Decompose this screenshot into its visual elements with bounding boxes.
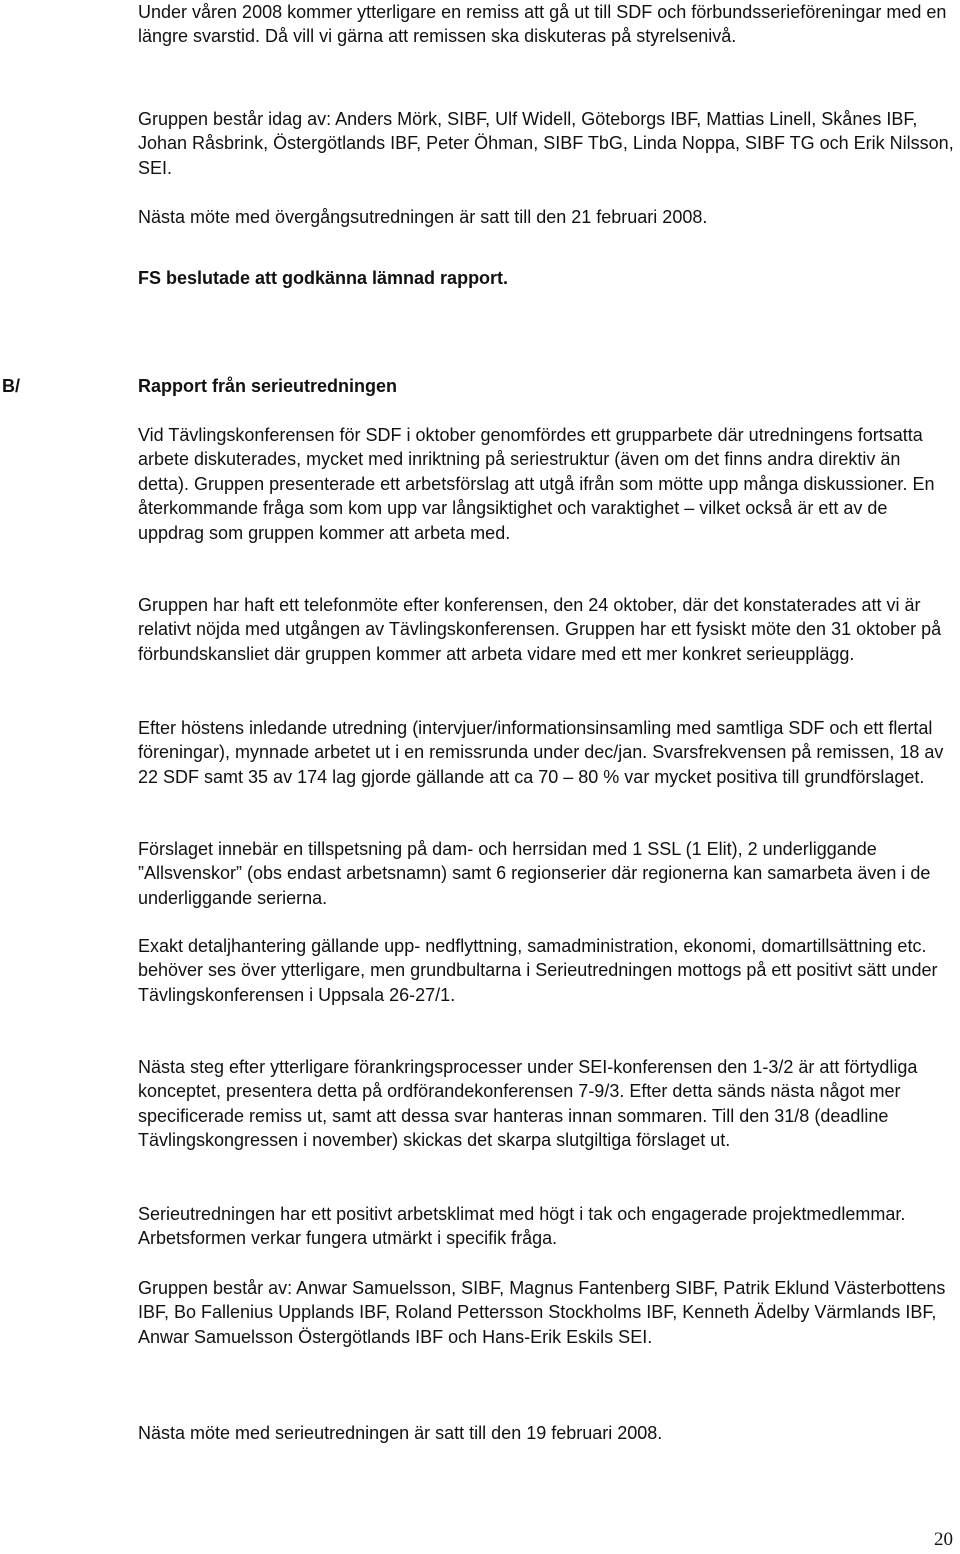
paragraph-nasta-steg: Nästa steg efter ytterligare förankringsprocesser under SEI-konferensen den 1-3/2 är att förtydliga konceptet, presentera detta på ordförandekonferensen 7-9/3. Efter detta sänds nästa något mer specificerade remiss ut, samt att dessa svar hanteras innan sommaren. Till den 31/8 (deadline Tävlingskongressen i november) skickas det skarpa slutgiltiga förslaget ut. xyxy=(138,1057,918,1151)
paragraph-arbetsklimat: Serieutredningen har ett positivt arbetsklimat med högt i tak och engagerade projektmedlemmar. Arbetsformen verkar fungera utmärkt i specifik fråga. xyxy=(138,1204,906,1249)
paragraph-nasta-mote-serieutredning: Nästa möte med serieutredningen är satt till den 19 februari 2008. xyxy=(138,1423,663,1443)
paragraph-next-meeting: Nästa möte med övergångsutredningen är satt till den 21 februari 2008. xyxy=(138,207,708,227)
paragraph-remissrunda: Efter höstens inledande utredning (intervjuer/informationsinsamling med samtliga SDF och ett flertal föreningar), mynnade arbetet ut i en remissrunda under dec/jan. Svarsfrekvensen på remissen, 18 av 22 SDF samt 35 av 174 lag gjorde gällande att ca 70 – 80 % var mycket positiva till grundförslaget. xyxy=(138,718,944,787)
paragraph-group-members: Gruppen består idag av: Anders Mörk, SIBF, Ulf Widell, Göteborgs IBF, Mattias Linell, Skånes IBF, Johan Råsbrink, Östergötlands IBF, Peter Öhman, SIBF TbG, Linda Noppa, SIBF TG och Erik Nilsson, SEI. xyxy=(138,109,954,178)
paragraph-detaljhantering: Exakt detaljhantering gällande upp- nedflyttning, samadministration, ekonomi, domartillsättning etc. behöver ses över ytterligare, men grundbultarna i Serieutredningen mottogs på ett positivt sätt under Tävlingskonferensen i Uppsala 26-27/1. xyxy=(138,936,938,1005)
paragraph-gruppen-bestar: Gruppen består av: Anwar Samuelsson, SIBF, Magnus Fantenberg SIBF, Patrik Eklund Västerbottens IBF, Bo Fallenius Upplands IBF, Roland Pettersson Stockholms IBF, Kenneth Ädelby Värmlands IBF, Anwar Samuelsson Östergötlands IBF och Hans-Erik Eskils SEI. xyxy=(138,1278,946,1347)
paragraph-tavlingskonferensen: Vid Tävlingskonferensen för SDF i oktober genomfördes ett grupparbete där utredningens fortsatta arbete diskuterades, mycket med inriktning på seriestruktur (även om det finns andra direktiv än detta). Gruppen presenterade ett arbetsförslag att utgå ifrån som mötte upp många diskussioner. En återkommande fråga som kom upp var långsiktighet och varaktighet – vilket också är ett av de uppdrag som gruppen kommer att arbeta med. xyxy=(138,425,935,543)
decision-text: FS beslutade att godkänna lämnad rapport. xyxy=(138,268,509,288)
page-number: 20 xyxy=(934,1529,953,1550)
section-letter: B/ xyxy=(2,376,20,396)
paragraph-forslaget: Förslaget innebär en tillspetsning på dam- och herrsidan med 1 SSL (1 Elit), 2 underliggande ”Allsvenskor” (obs endast arbetsnamn) samt 6 regionserier där regionerna kan samarbeta även i de underliggande serierna. xyxy=(138,839,931,908)
paragraph-remiss-continuation: Under våren 2008 kommer ytterligare en remiss att gå ut till SDF och förbundsserieföreningar med en längre svarstid. Då vill vi gärna att remissen ska diskuteras på styrelsenivå. xyxy=(138,2,947,47)
section-title: Rapport från serieutredningen xyxy=(138,376,398,396)
paragraph-telefonmote: Gruppen har haft ett telefonmöte efter konferensen, den 24 oktober, där det konstaterades att vi är relativt nöjda med utgången av Tävlingskonferensen. Gruppen har ett fysiskt möte den 31 oktober på förbundskansliet där gruppen kommer att arbeta vidare med ett mer konkret serieupplägg. xyxy=(138,595,942,664)
